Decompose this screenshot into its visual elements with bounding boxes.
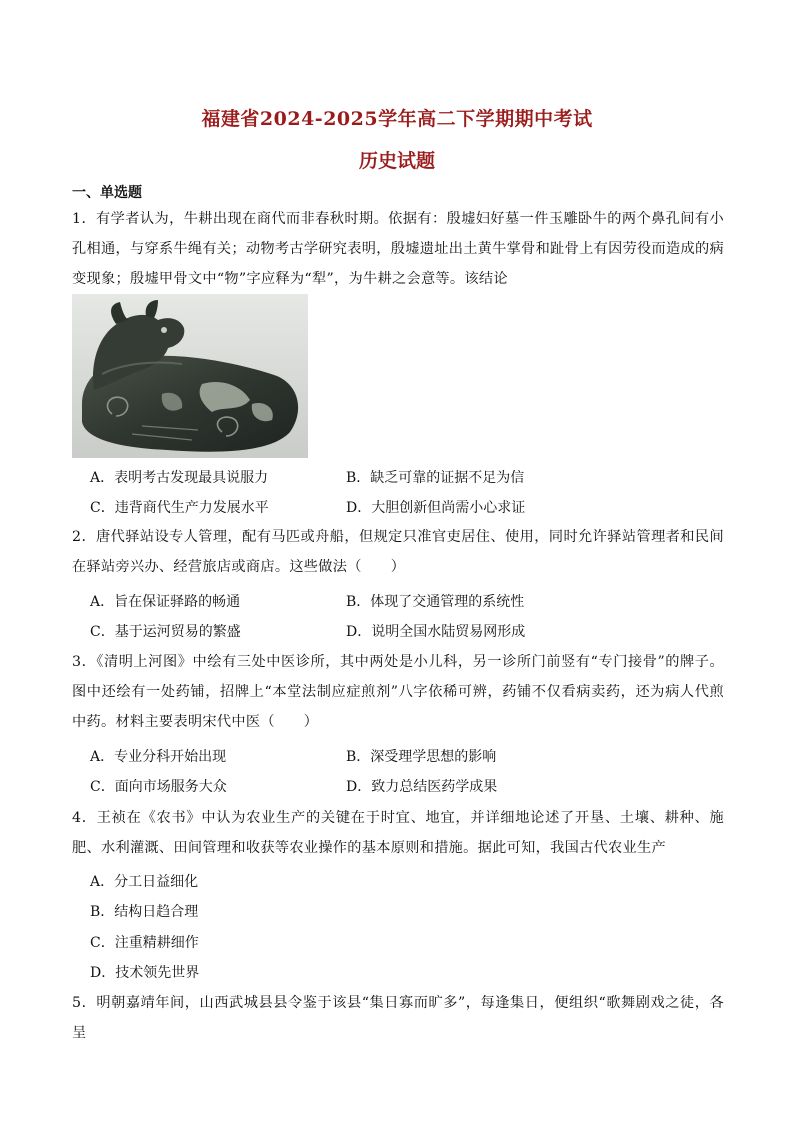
jade-ox-illustration [72,294,308,458]
question-4-option-c[interactable]: C．注重精耕细作 [90,935,199,951]
question-1-option-d[interactable]: D．大胆创新但尚需小心求证 [346,500,526,516]
question-5-stem: 5．明朝嘉靖年间，山西武城县县令鉴于该县“集日寡而旷多”，每逢集日，便组织“歌舞剧戏之徒，各呈 [72,995,724,1041]
exam-title: 福建省2024-2025学年高二下学期期中考试 [201,108,593,130]
question-2-option-c[interactable]: C．基于运河贸易的繁盛 [90,624,241,640]
question-3-option-d[interactable]: D．致力总结医药学成果 [346,779,498,795]
question-4-option-a[interactable]: A．分工日益细化 [90,874,199,890]
question-3-stem: 3．《清明上河图》中绘有三处中医诊所，其中两处是小儿科，另一诊所门前竖有“专门接骨”的牌子。图中还绘有一处药铺，招牌上“本堂法制应症煎剂”八字依稀可辨，药铺不仅看病卖药，还为病人代煎中药。材料主要表明宋代中医（ ） [72,654,724,730]
section-heading: 一、单选题 [72,185,142,201]
question-3-option-c[interactable]: C．面向市场服务大众 [90,779,227,795]
question-1-stem: 1．有学者认为，牛耕出现在商代而非春秋时期。依据有：殷墟妇好墓一件玉雕卧牛的两个鼻孔间有小孔相通，与穿系牛绳有关；动物考古学研究表明，殷墟遗址出土黄牛掌骨和趾骨上有因劳役而造成的病变现象；殷墟甲骨文中“物”字应释为“犁”，为牛耕之会意等。该结论 [72,211,724,287]
question-2-option-d[interactable]: D．说明全国水陆贸易网形成 [346,624,526,640]
question-2-stem: 2．唐代驿站设专人管理，配有马匹或舟船，但规定只准官吏居住、使用，同时允许驿站管理者和民间在驿站旁兴办、经营旅店或商店。这些做法（ ） [72,529,724,575]
question-4-option-d[interactable]: D．技术领先世界 [90,965,200,981]
question-1-option-b[interactable]: B．缺乏可靠的证据不足为信 [346,470,525,486]
question-1-option-a[interactable]: A．表明考古发现最具说服力 [90,470,269,486]
question-2-option-a[interactable]: A．旨在保证驿路的畅通 [90,594,241,610]
exam-subtitle: 历史试题 [358,150,435,172]
question-3-option-b[interactable]: B．深受理学思想的影响 [346,749,497,765]
question-2-option-b[interactable]: B．体现了交通管理的系统性 [346,594,525,610]
question-1-option-c[interactable]: C．违背商代生产力发展水平 [90,500,269,516]
question-3-option-a[interactable]: A．专业分科开始出现 [90,749,227,765]
question-4-option-b[interactable]: B．结构日趋合理 [90,904,199,920]
jade-ox-image [72,294,308,458]
question-4-stem: 4．王祯在《农书》中认为农业生产的关键在于时宜、地宜，并详细地论述了开垦、土壤、耕种、施肥、水利灌溉、田间管理和收获等农业操作的基本原则和措施。据此可知，我国古代农业生产 [72,810,724,856]
